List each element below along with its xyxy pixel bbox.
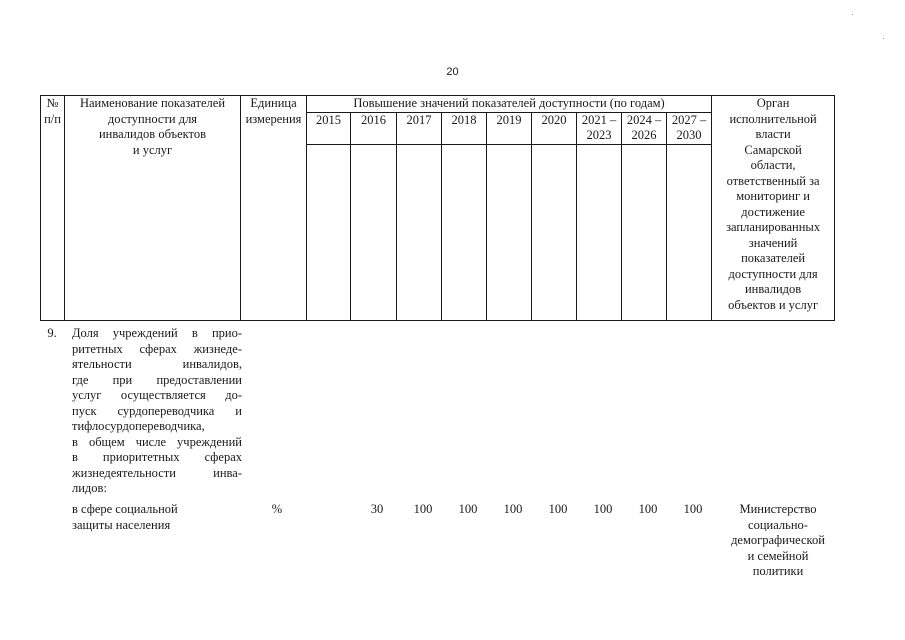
header-name-line: и услуг [132,142,173,157]
year-line2: 2026 [631,128,657,142]
subrow-organ-line: и семейной [747,548,809,563]
header-organ-line: власти [755,127,791,141]
year-line2: 2023 [586,128,612,142]
year-line1: 2015 [316,112,341,127]
header-organ-line: Самарской [744,142,802,157]
header-year-cell [577,112,622,144]
year-line1: 2021 – [581,112,617,127]
header-organ-line: показателей [741,251,806,265]
header-indicator-name-cell [65,96,241,321]
header-organ-line: объектов и услуг [728,297,819,312]
year-line1: 2027 – [671,112,707,127]
value-2019: 100 [503,502,523,516]
subrow-description [72,502,242,533]
header-year-cell [397,112,442,144]
header-number-line1: № [46,96,59,110]
header-name-line: доступности для [107,111,198,126]
header-year-spacer [442,144,487,320]
row-description-line: услуг осуществляется до- [72,388,242,402]
subrow-organ [722,502,834,580]
header-organ-line: исполнительной [729,111,817,126]
subrow-description-line: в сфере социальной [72,502,178,516]
row-description-line: жизнедеятельности инва- [72,465,242,480]
header-organ-line: достижение [741,204,805,219]
row-number: 9. [47,326,57,340]
row-description-line: ятельности инвалидов, [72,357,242,371]
row-description-line: где при предоставлении [72,372,242,387]
row-description [72,326,242,497]
scan-speck [883,38,884,39]
header-year-spacer [532,144,577,320]
row-description-line: тифлосурдопереводчика, [72,419,205,433]
row-description-line: пуск сурдопереводчика и [72,403,242,418]
header-year-cell [487,112,532,144]
header-year-cell [667,112,712,144]
year-line1: 2019 [496,112,522,127]
year-line1: 2018 [451,112,477,127]
header-organ-line: доступности для [728,266,818,281]
header-unit-line1: Единица [250,96,297,110]
subrow-unit: % [271,502,283,516]
row-description-line: в общем числе учреждений [72,434,242,449]
value-2016: 30 [370,502,384,516]
header-organ-line: запланированных [726,220,821,234]
header-year-cell [532,112,577,144]
row-description-line: в приоритетных сферах [72,450,242,464]
subrow-organ-line: демографической [731,533,825,547]
header-year-spacer [351,144,397,320]
subrow-organ-line: политики [752,564,804,578]
header-organ-line: мониторинг и [736,189,810,203]
value-2027-2030: 100 [683,502,703,516]
header-organ-line: Орган [756,96,790,110]
header-year-cell [442,112,487,144]
year-line1: 2024 – [626,112,662,127]
subrow-organ-line: Министерство [739,502,817,516]
scan-speck [852,14,853,15]
header-year-cell [307,112,351,144]
header-name-line: Наименование показателей [79,96,226,110]
year-line2: 2030 [676,128,702,142]
header-year-cell [351,112,397,144]
year-line1: 2017 [406,112,432,127]
header-group-title: Повышение значений показателей доступности (по годам) [307,96,712,113]
header-year-spacer [397,144,442,320]
header-unit-cell [241,96,307,321]
value-2017: 100 [413,502,433,516]
header-organ-line: области, [750,158,796,172]
value-2018: 100 [458,502,478,516]
header-year-cell [622,112,667,144]
header-number-line2: п/п [44,111,61,126]
header-year-spacer [577,144,622,320]
header-organ-line: инвалидов [744,282,802,296]
year-line1: 2020 [541,112,567,127]
indicators-table [40,95,835,321]
row-description-line: Доля учреждений в прио- [72,326,242,340]
row-description-line: ритетных сферах жизнеде- [72,341,242,356]
value-2021-2023: 100 [593,502,613,516]
header-unit-line2: измерения [245,111,302,126]
header-year-spacer [622,144,667,320]
header-year-spacer [307,144,351,320]
header-year-spacer [667,144,712,320]
subrow-organ-line: социально- [748,517,808,532]
year-line1: 2016 [361,112,386,127]
header-organ-cell [712,96,835,321]
value-2020: 100 [548,502,568,516]
header-organ-line: значений [748,235,798,250]
header-name-line: инвалидов объектов [98,127,206,141]
value-2024-2026: 100 [638,502,658,516]
row-description-line: лидов: [72,481,107,495]
header-number-cell [41,96,65,321]
subrow-description-line: защиты населения [72,517,171,532]
header-year-spacer [487,144,532,320]
header-organ-line: ответственный за [726,173,820,188]
page-number: 20 [446,66,459,78]
